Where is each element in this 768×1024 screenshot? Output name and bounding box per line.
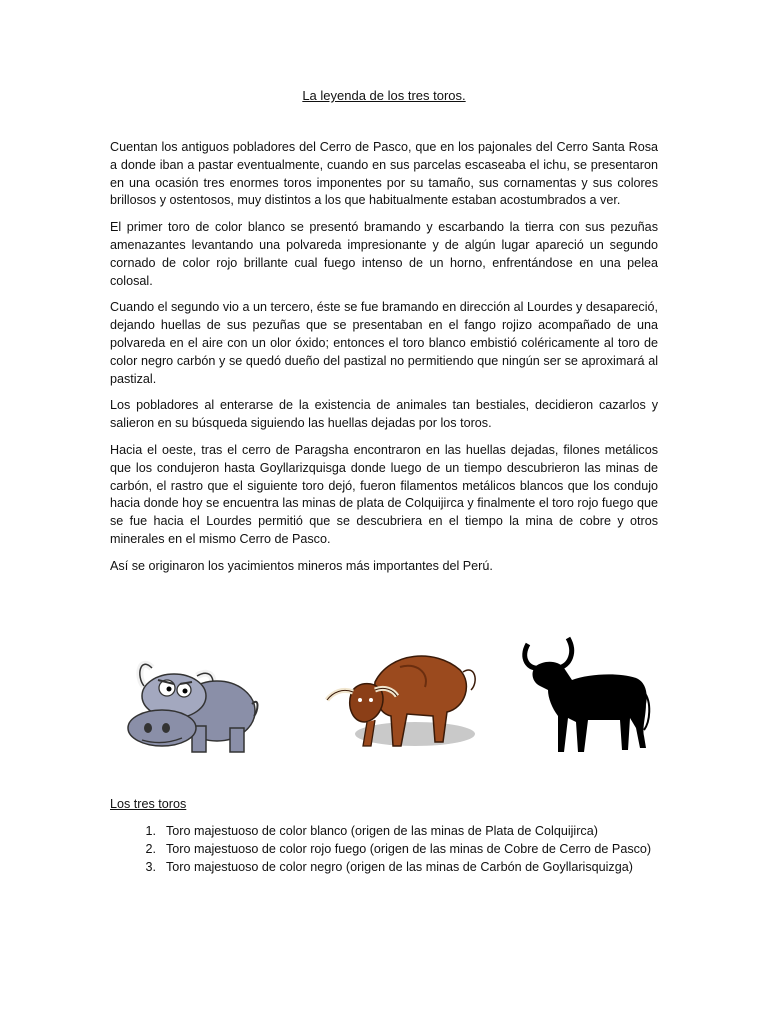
list-item	[110, 858, 670, 876]
document-body	[110, 139, 658, 585]
bulls-illustration-row	[110, 628, 658, 758]
list-item-text: Toro majestuoso de color rojo fuego (origen de las minas de Cobre de Cerro de Pasco)	[166, 842, 652, 856]
page-title: La leyenda de los tres toros.	[302, 88, 466, 103]
cartoon-white-bull-icon	[122, 646, 262, 756]
paragraph-2: El primer toro de color blanco se presentó bramando y escarbando la tierra con sus pezuñas amenazantes levantando una polvareda impresionante y de algún lugar apareció un segundo cornado de color rojo brillante cual fuego intenso de un horno, enfrentándose en una pelea colosal.	[110, 220, 658, 288]
list-item	[110, 840, 670, 858]
list-heading: Los tres toros	[110, 797, 187, 811]
paragraph-6: Así se originaron los yacimientos mineros más importantes del Perú.	[110, 558, 493, 573]
list-item-number: 3.	[145, 860, 156, 874]
paragraph-1: Cuentan los antiguos pobladores del Cerro de Pasco, que en los pajonales del Cerro Santa Rosa a donde iban a pastar eventualmente, cuando en sus parcelas escaseaba el ichu, se presentaron en una ocasión tres enormes toros imponentes por su tamaño, sus cornamentas y sus colores brillosos y ostentosos, muy distintos a los que habitualmente estaban acostumbrados a ver.	[110, 140, 658, 208]
brown-bull-icon	[315, 642, 480, 757]
paragraph-3: Cuando el segundo vio a un tercero, éste se fue bramando en dirección al Lourdes y desapareció, dejando huellas de sus pezuñas que se presentaban en el fango rojizo acompañado de una polvareda en el aire con un olor óxido; entonces el toro blanco embistió coléricamente al toro de color negro carbón y se quedó dueño del pastizal no permitiendo que ningún ser se aproximará al pastizal.	[110, 300, 658, 386]
black-bull-silhouette-icon	[518, 632, 653, 757]
list-item-number: 2.	[145, 842, 156, 856]
list-item-text: Toro majestuoso de color blanco (origen de las minas de Plata de Colquijirca)	[166, 824, 598, 838]
paragraph-4: Los pobladores al enterarse de la existencia de animales tan bestiales, decidieron cazarlos y salieron en su búsqueda siguiendo las huellas dejadas por los toros.	[110, 398, 658, 431]
list-item-number: 1.	[145, 824, 156, 838]
bulls-list	[110, 822, 670, 876]
list-item-text: Toro majestuoso de color negro (origen de las minas de Carbón de Goyllarisquizga)	[166, 860, 633, 874]
paragraph-5: Hacia el oeste, tras el cerro de Paragsha encontraron en las huellas dejadas, filones metálicos que los condujeron hasta Goyllarizquisga donde luego de un tiempo descubrieron las minas de carbón, el rastro que el siguiente toro dejó, fueron filamentos metálicos blancos que los condujo hacia donde hoy se encuentra las minas de plata de Colquijirca y finalmente el toro rojo fuego que se fue hacia el Lourdes permitió que se descubriera en el tiempo la mina de cobre y otros minerales en el mismo Cerro de Pasco.	[110, 442, 658, 546]
list-item	[110, 822, 670, 840]
